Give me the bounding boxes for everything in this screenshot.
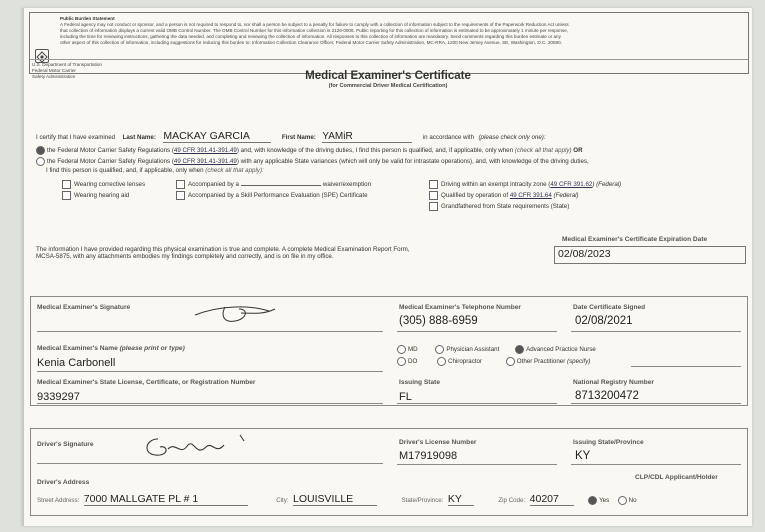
checkbox-label: Wearing hearing aid — [74, 192, 130, 200]
cfr-link[interactable]: 49 CFR 391.41-391.49 — [173, 147, 237, 155]
type-other[interactable] — [506, 358, 591, 365]
option-text: ) with any applicable State variances (which will only be valid for intrastate operations), and, with knowledge of the driving duties, — [236, 158, 589, 166]
last-name-field[interactable]: MACKAY GARCIA — [163, 130, 271, 143]
driver-address-label: Driver's Address — [37, 479, 90, 486]
cfr-link[interactable]: 49 CFR 391.62 — [550, 181, 593, 189]
checkbox-label: Driving within an exempt intracity zone ( — [441, 181, 551, 189]
radio-label: Yes — [599, 497, 610, 504]
radio-label: Chiropractor — [448, 358, 483, 366]
driver-sig-label: Driver's Signature — [37, 441, 94, 448]
st-value[interactable]: KY — [448, 493, 474, 506]
checkbox-label: Accompanied by a Skill Performance Evaluation (SPE) Certificate — [188, 192, 368, 200]
radio-label: MD — [408, 346, 418, 354]
form-subtitle: (for Commercial Driver Medical Certification) — [328, 83, 448, 89]
type-do[interactable] — [397, 358, 417, 365]
radio-label: DO — [408, 358, 418, 366]
dl-value[interactable]: M17919098 — [399, 450, 458, 462]
type-apn[interactable] — [515, 346, 596, 353]
dl-state-value[interactable]: KY — [575, 450, 591, 462]
driver-section — [30, 428, 748, 516]
check-intracity[interactable] — [429, 180, 621, 189]
radio-label: Physician Assistant — [446, 346, 500, 354]
type-md[interactable] — [397, 346, 418, 353]
phone-label: Medical Examiner's Telephone Number — [399, 304, 522, 311]
check-grandfathered[interactable] — [429, 202, 569, 211]
burden-line: that collection of information displays a current valid OMB Control Number. The OMB Control Number for this information collection is 2126-0006. Public reporting for this collection of information is estimated to be approximately 1 minute per response, — [60, 28, 569, 33]
issuing-state-label: Issuing State — [399, 379, 441, 386]
street-value[interactable]: 7000 MALLGATE PL # 1 — [84, 493, 248, 506]
signed-date-value[interactable]: 02/08/2021 — [575, 315, 633, 327]
first-name-field[interactable]: YAMiR — [322, 131, 412, 143]
clp-no[interactable] — [618, 497, 637, 504]
phone-value[interactable]: (305) 888-6959 — [399, 315, 478, 327]
name-label-note: (please print or type) — [119, 345, 185, 352]
option-note: (check all that apply): — [205, 167, 264, 174]
dot-logo — [35, 49, 49, 63]
license-value[interactable]: 9339297 — [37, 391, 80, 403]
option-text: the Federal Motor Carrier Safety Regulations ( — [47, 158, 174, 166]
address-row — [37, 489, 743, 507]
radio-note: (specify) — [567, 358, 591, 366]
statement-line: MCSA-5875, with any attachments embodies my findings completely and correctly, and is on file in my office. — [36, 253, 334, 260]
issuing-state-value[interactable]: FL — [399, 391, 412, 403]
examiner-signature — [191, 301, 281, 327]
clp-label: CLP/CDL Applicant/Holder — [635, 474, 718, 481]
practitioner-row-1 — [397, 345, 596, 354]
certify-prefix: I certify that I have examined — [36, 134, 116, 141]
st-label: State/Province: — [401, 497, 444, 504]
option-note: (check all that apply) — [514, 147, 572, 155]
license-label: Medical Examiner's State License, Certificate, or Registration Number — [37, 379, 256, 386]
zip-value[interactable]: 40207 — [530, 493, 574, 506]
certify-line — [36, 126, 736, 144]
agency-line: Safety Administration — [32, 74, 76, 79]
option-state-cont — [46, 167, 264, 174]
type-chiro[interactable] — [437, 358, 482, 365]
radio-label: Advanced Practice Nurse — [526, 346, 596, 354]
burden-title: Public Burden Statement — [60, 16, 115, 21]
checkbox-label: waiver/exemption — [322, 181, 372, 189]
statement-text — [36, 246, 556, 260]
checkbox-label: (Federal) — [553, 192, 579, 200]
statement-line: The information I have provided regarding this physical examination is true and complete. A complete Medical Examination Report Form, — [36, 246, 410, 253]
examiner-name-value[interactable]: Kenia Carbonell — [37, 357, 116, 369]
dl-label: Driver's License Number — [399, 439, 477, 446]
burden-line: other aspect of this collection of information, including suggestions for reducing this burden to: Information Collection Clearance Officer, Federal Motor Carrier Safety Administration, MC-RRA, 1200 New Jersey Avenue, SE, Washington, D.C. 20590. — [60, 40, 562, 45]
burden-line: A Federal agency may not conduct or sponsor, and a person is not required to respond to, nor shall a person be subject to a penalty for failure to comply with a collection of information subject to the requirements of the Paperwork Reduction Act unless — [60, 22, 569, 27]
certify-suffix: in accordance with — [422, 134, 475, 141]
type-pa[interactable] — [435, 346, 499, 353]
option-text: the Federal Motor Carrier Safety Regulations ( — [47, 147, 174, 155]
name-label-text: Medical Examiner's Name — [37, 345, 118, 352]
city-value[interactable]: LOUISVILLE — [293, 493, 377, 506]
radio-label: Other Practitioner — [516, 358, 566, 366]
check-waiver[interactable] — [176, 180, 371, 189]
agency-line: U.S. Department of Transportation — [32, 62, 102, 67]
examiner-sig-label: Medical Examiner's Signature — [37, 304, 131, 311]
option-text: ) and, with knowledge of the driving duties, I find this person is qualified, and, if applicable, only when — [236, 147, 514, 155]
certify-note: (please check only one): — [478, 134, 546, 141]
checkbox-label: Grandfathered from State requirements (State) — [441, 203, 570, 211]
signed-date-label: Date Certificate Signed — [573, 304, 646, 311]
certificate-page — [22, 8, 752, 526]
registry-label: National Registry Number — [573, 379, 654, 386]
option-state-radio[interactable] — [36, 157, 45, 166]
cfr-link[interactable]: 49 CFR 391.41-391.49 — [173, 158, 237, 166]
examiner-name-label — [37, 345, 185, 352]
option-federal — [36, 146, 748, 155]
exp-date-value: 02/08/2023 — [558, 248, 611, 260]
checkbox-label: Wearing corrective lenses — [74, 181, 146, 189]
examiner-section — [30, 296, 748, 406]
burden-line: including the time for reviewing instructions, gathering the data needed, and completing and reviewing the collection of information. All responses to this collection of information are mandatory. Send comments regarding this burden estimate or any — [60, 34, 561, 39]
street-label: Street Address: — [37, 497, 80, 504]
exp-date-label: Medical Examiner's Certificate Expiration Date — [562, 236, 708, 243]
checkbox-label: ) (Federal) — [592, 181, 622, 189]
exp-date-box[interactable] — [554, 246, 746, 264]
check-operation[interactable] — [429, 191, 579, 200]
checkbox-label: Accompanied by a — [188, 181, 239, 189]
practitioner-row-2 — [397, 357, 590, 366]
burden-text — [60, 16, 744, 46]
option-or: OR — [573, 147, 583, 155]
driver-signature — [136, 431, 256, 461]
dl-state-label: Issuing State/Province — [573, 439, 644, 446]
option-text: I find this person is qualified, and, if applicable, only when — [46, 167, 204, 174]
option-state — [36, 157, 748, 166]
check-corrective-lenses[interactable] — [62, 180, 145, 189]
form-title-block — [24, 70, 752, 89]
zip-label: Zip Code: — [498, 497, 526, 504]
checkbox-label: Qualified by operation of — [441, 192, 509, 200]
check-spe[interactable] — [176, 191, 368, 200]
city-label: City: — [276, 497, 289, 504]
option-federal-radio[interactable] — [36, 146, 45, 155]
form-title: Medical Examiner's Certificate — [305, 70, 471, 82]
first-name-label: First Name: — [281, 134, 316, 141]
radio-label: No — [628, 497, 637, 504]
last-name-label: Last Name: — [122, 134, 156, 141]
registry-value[interactable]: 8713200472 — [575, 390, 639, 402]
check-hearing-aid[interactable] — [62, 191, 129, 200]
cfr-link[interactable]: 49 CFR 391.64 — [509, 192, 552, 200]
agency-line: Federal Motor Carrier — [32, 68, 76, 73]
clp-yes[interactable] — [588, 497, 609, 504]
